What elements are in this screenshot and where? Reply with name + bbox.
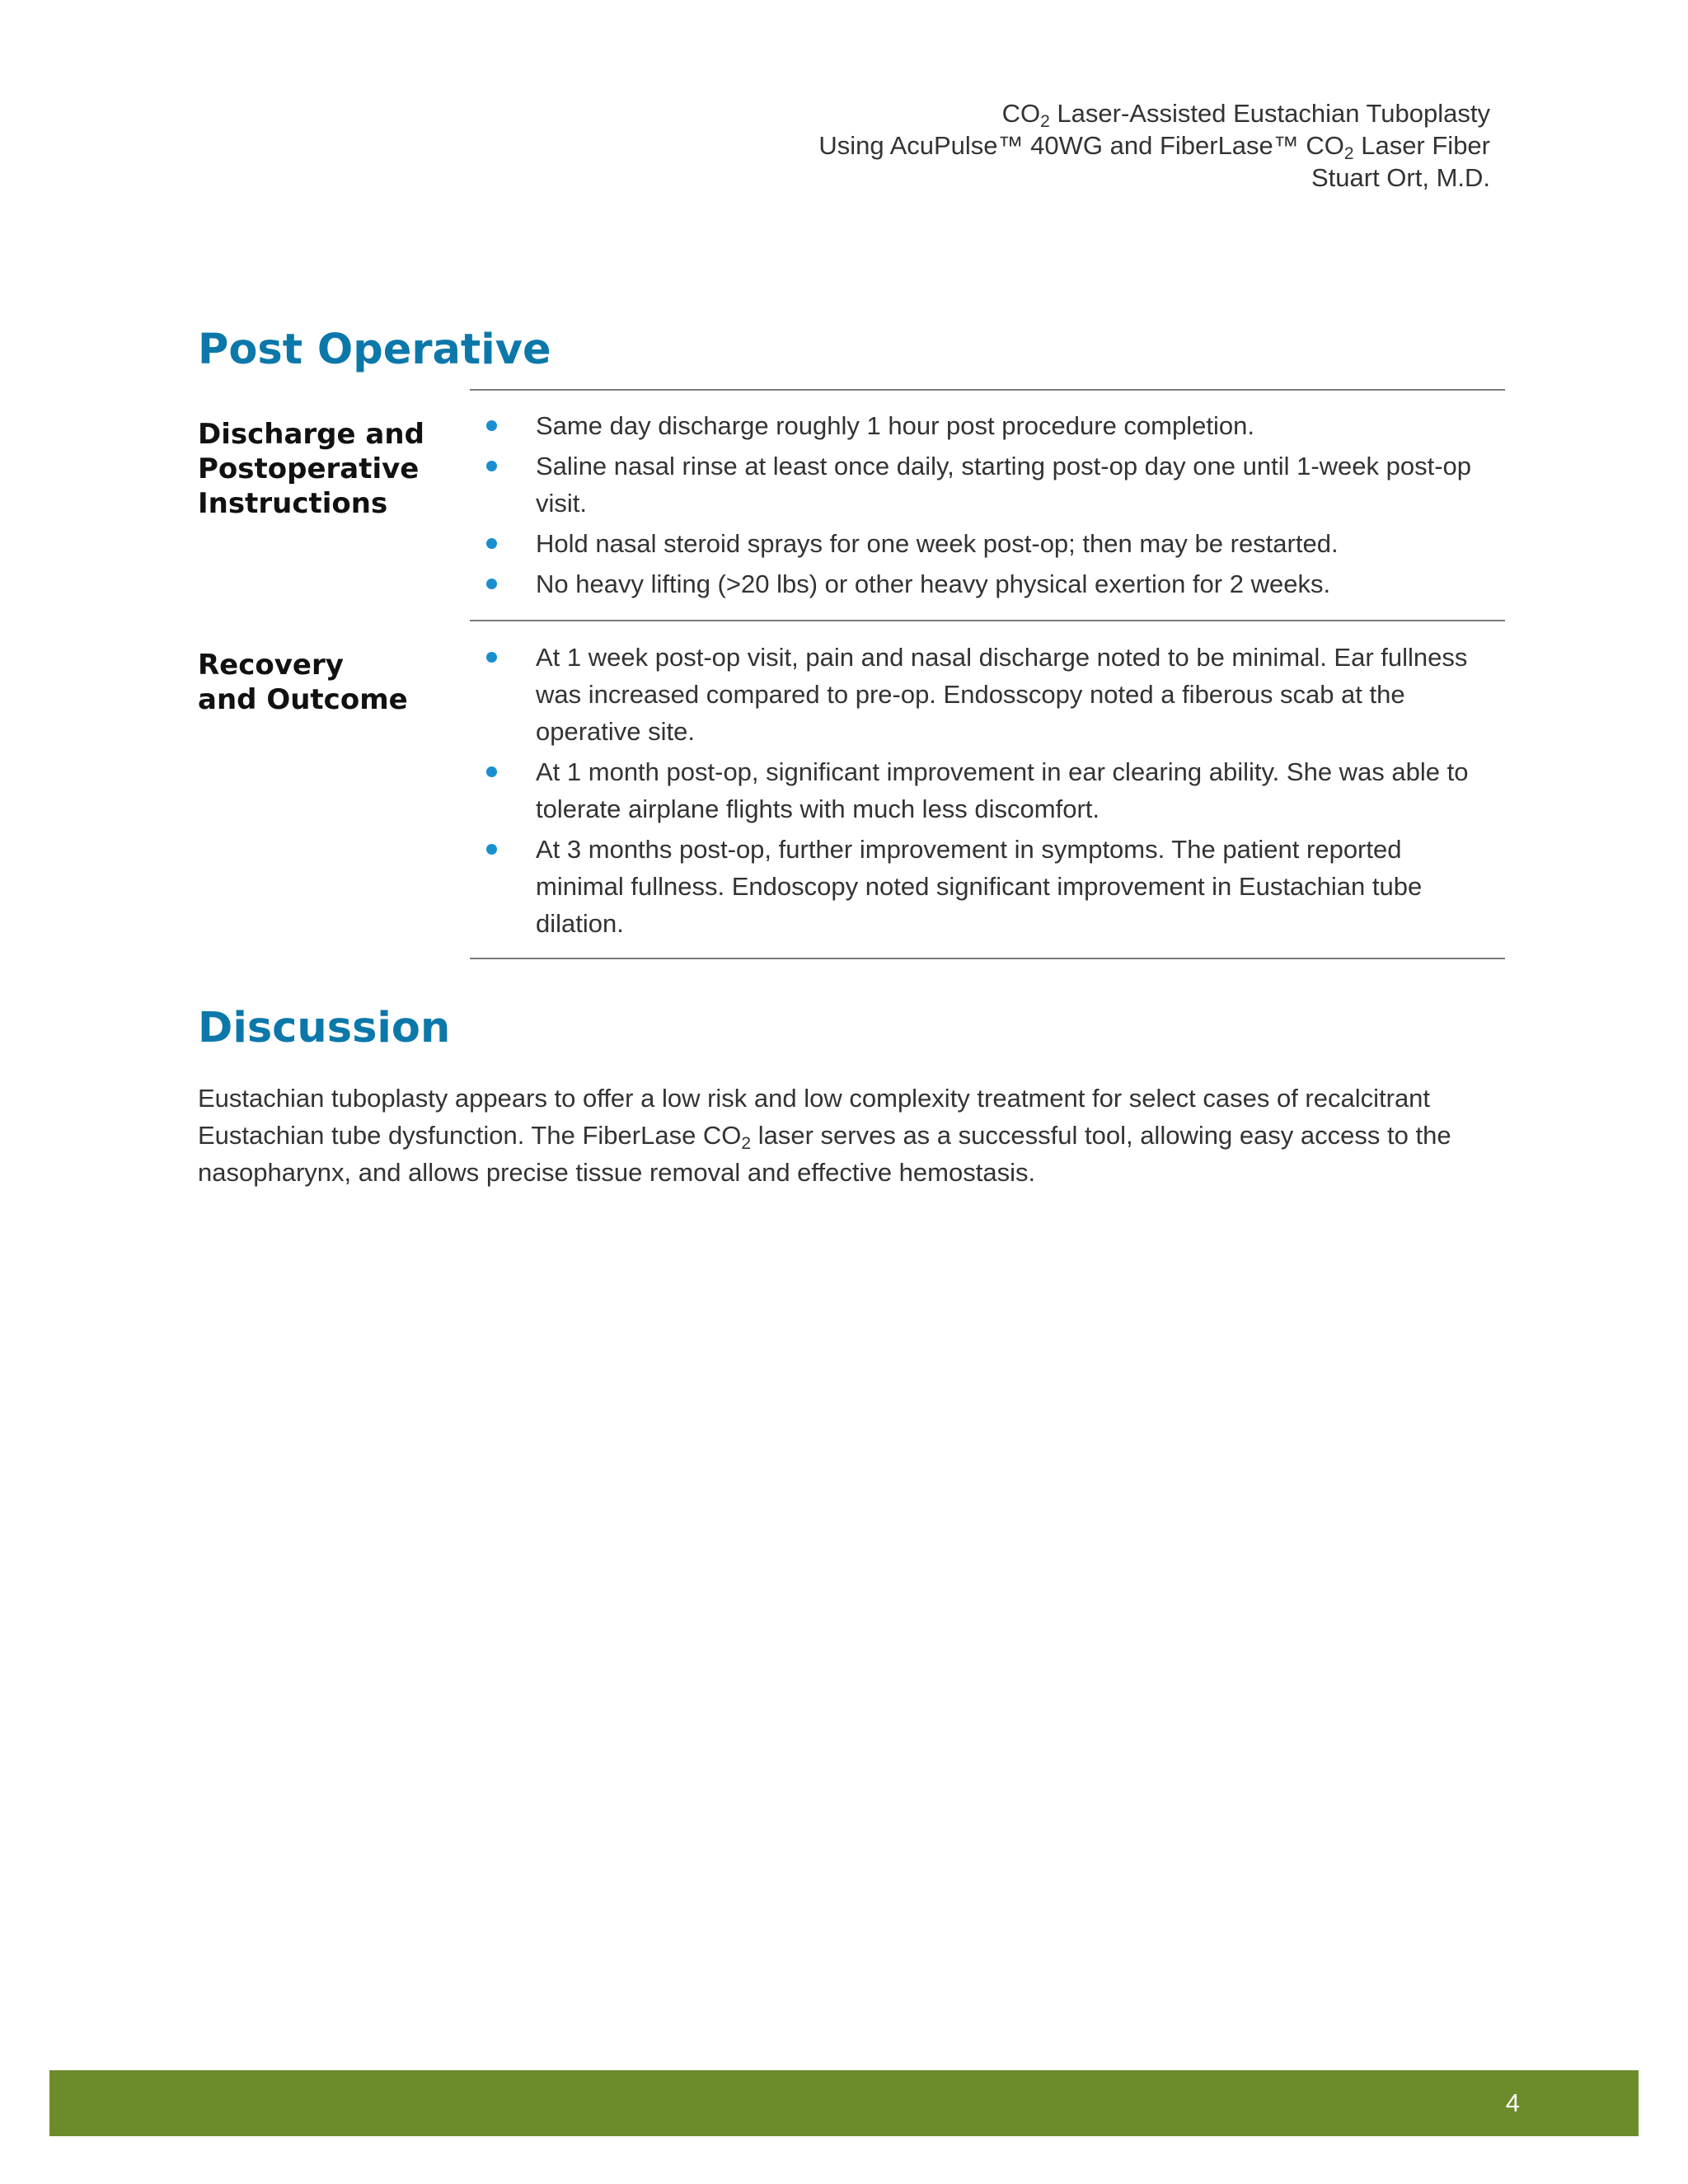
row-divider — [470, 620, 1505, 621]
list-item: Saline nasal rinse at least once daily, starting post-op day one until 1-week post-op visit. — [485, 448, 1492, 522]
document-header — [818, 97, 1490, 194]
list-item: At 3 months post-op, further improvement in symptoms. The patient reported minimal fullness. Endoscopy noted significant improvement in Eustachian tube dilation. — [485, 831, 1492, 942]
post-operative-heading: Post Operative — [198, 326, 551, 374]
bullet-icon — [486, 538, 497, 549]
list-item: At 1 month post-op, significant improvement in ear clearing ability. She was able to tolerate airplane flights with much less discomfort. — [485, 753, 1492, 827]
header-title-line2: Using AcuPulse™ 40WG and FiberLase™ $CO_2$ Laser Fiber — [818, 131, 1490, 163]
bullet-icon — [486, 461, 497, 471]
discharge-instructions-list — [485, 407, 1492, 606]
bullet-icon — [486, 652, 497, 663]
discharge-instructions-label: Discharge and Postoperative Instructions — [198, 418, 424, 520]
footer-bar — [49, 2070, 1639, 2136]
bullet-icon — [486, 579, 497, 589]
page-number: 4 — [1505, 2088, 1520, 2117]
list-item: At 1 week post-op visit, pain and nasal discharge noted to be minimal. Ear fullness was increased compared to pre-op. Endosscopy noted a fiberous scab at the operative site. — [485, 639, 1492, 750]
bullet-icon — [486, 420, 497, 431]
recovery-outcome-list — [485, 639, 1492, 945]
discussion-paragraph: Eustachian tuboplasty appears to offer a low risk and low complexity treatment for select cases of recalcitrant Eustachian tube dysfunction. The FiberLase $CO_2$ laser serves as a successful tool, allowing easy access to the nasopharynx, and allows precise tissue removal and effective hemostasis. — [198, 1084, 1451, 1187]
section-end-divider — [470, 958, 1505, 959]
header-author: Stuart Ort, M.D. — [1311, 163, 1490, 192]
list-item: Same day discharge roughly 1 hour post procedure completion. — [485, 407, 1492, 444]
bullet-icon — [486, 766, 497, 777]
section-divider — [470, 389, 1505, 391]
list-item: Hold nasal steroid sprays for one week post-op; then may be restarted. — [485, 525, 1492, 562]
header-title-line1: $CO_2$ Laser-Assisted Eustachian Tuboplasty — [1001, 99, 1490, 131]
bullet-icon — [486, 844, 497, 855]
recovery-outcome-label: Recovery and Outcome — [198, 649, 408, 716]
list-item: No heavy lifting (>20 lbs) or other heavy physical exertion for 2 weeks. — [485, 565, 1492, 602]
discussion-heading: Discussion — [198, 1004, 451, 1052]
